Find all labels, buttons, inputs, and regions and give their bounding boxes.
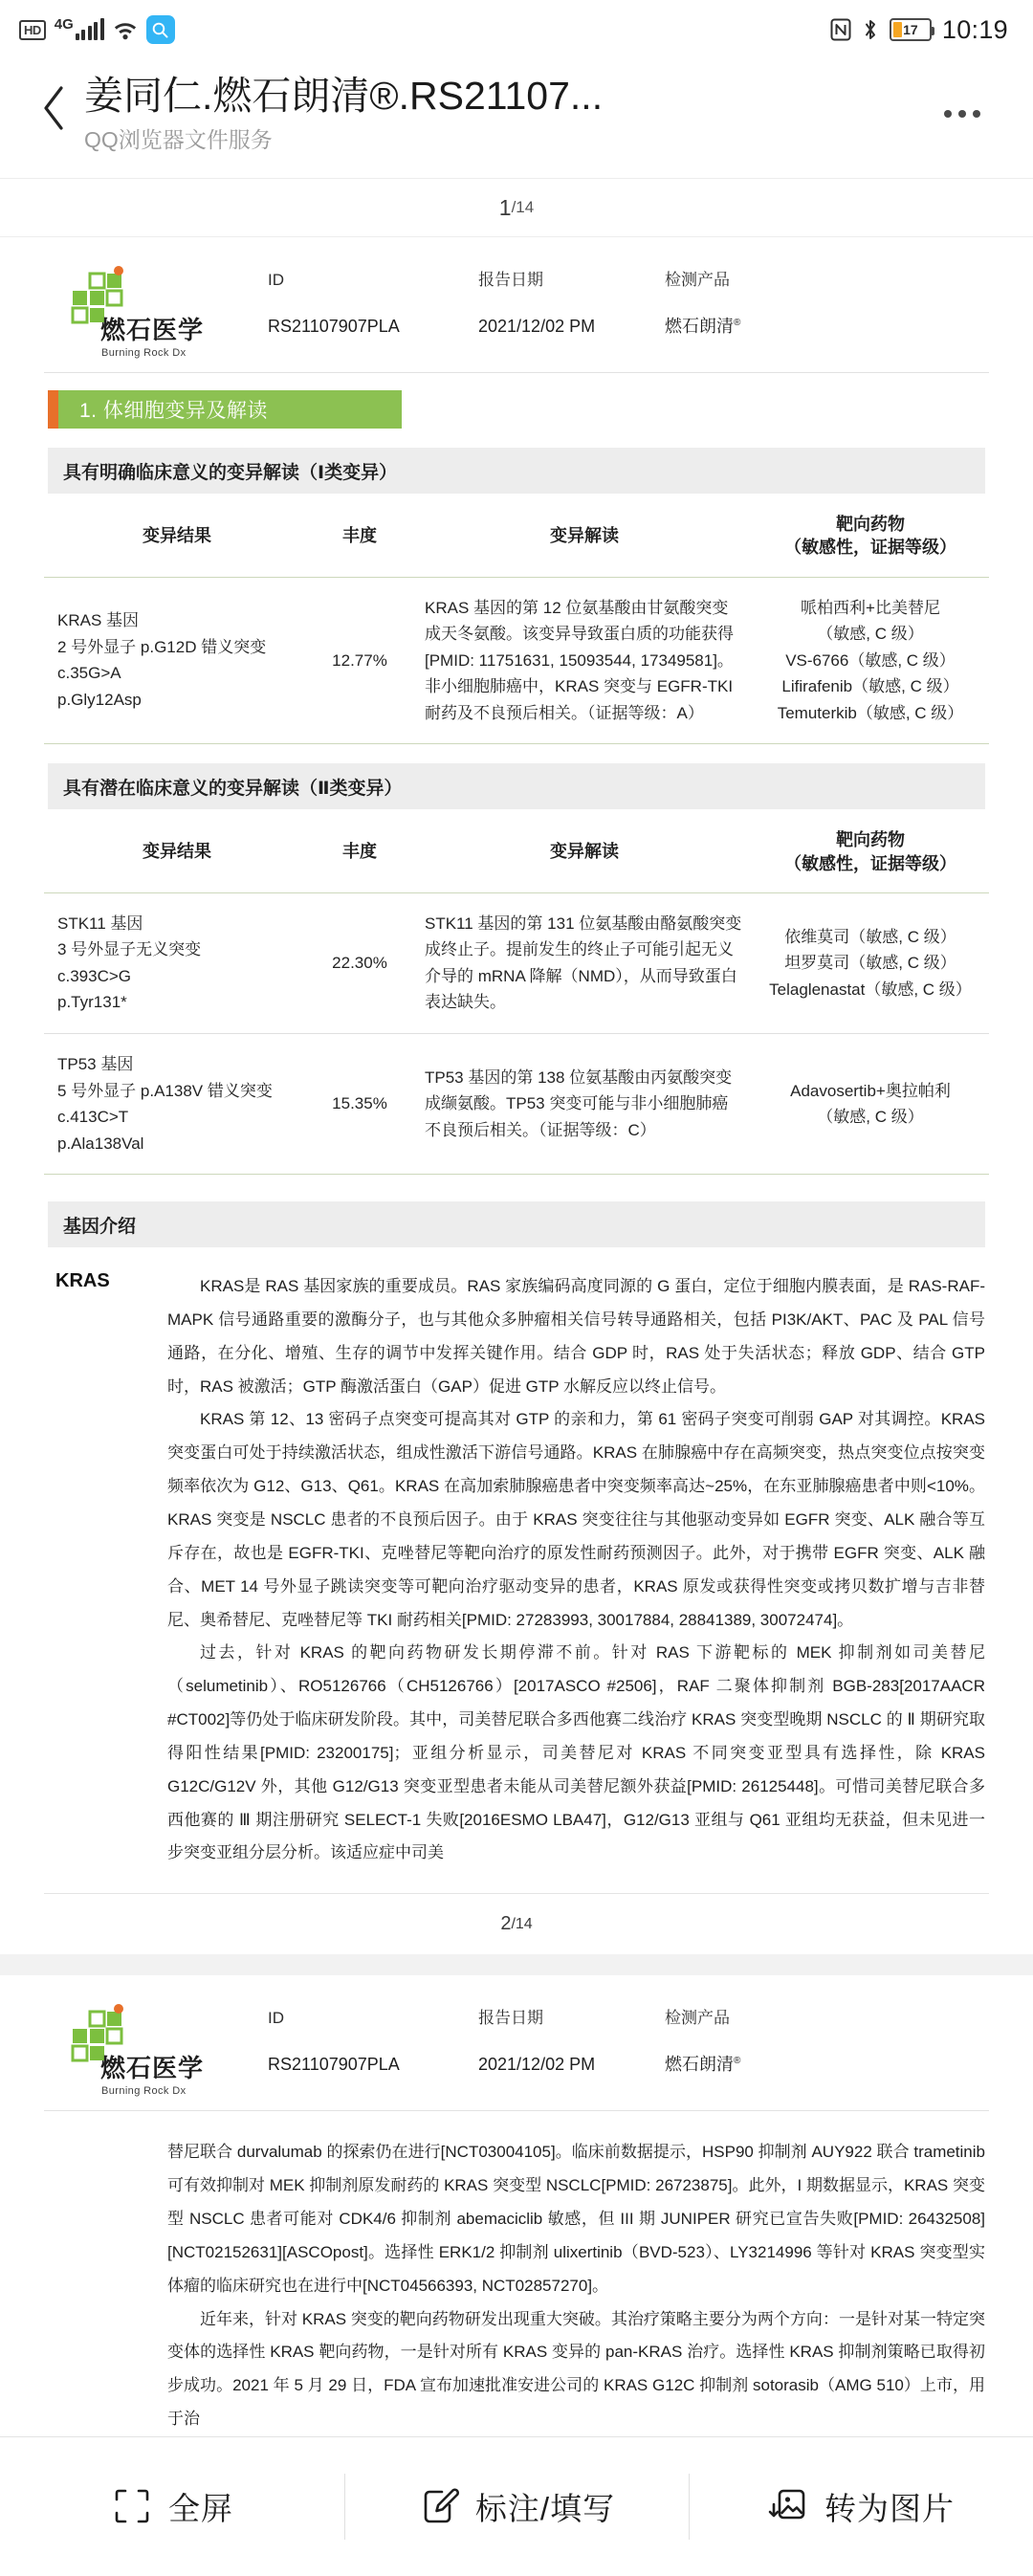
- drug-line: Lifirafenib（敏感, C 级）: [781, 677, 959, 696]
- table-row: [44, 892, 989, 1033]
- drug-line: 哌柏西利+比美替尼: [801, 598, 940, 617]
- variant-exon: 3 号外显子无义突变: [57, 940, 202, 959]
- convert-to-image-label: 转为图片: [824, 2490, 955, 2526]
- table-row: [44, 1033, 989, 1174]
- back-button[interactable]: [23, 73, 84, 143]
- more-options-button[interactable]: [924, 73, 1000, 143]
- battery-icon: [890, 18, 932, 41]
- table-header-row: [44, 494, 989, 577]
- variant-cdna: c.393C>G: [57, 966, 132, 985]
- report-meta: [268, 262, 985, 338]
- annotate-label: 标注/填写: [474, 2490, 616, 2526]
- bottom-toolbar: [0, 2436, 1033, 2576]
- cell-frequency: 12.77%: [302, 577, 417, 744]
- cell-variant-result: [44, 892, 302, 1033]
- search-icon[interactable]: [146, 15, 175, 44]
- variant-exon: 2 号外显子 p.G12D 错义突变: [57, 637, 267, 656]
- cell-drugs: [752, 1033, 989, 1174]
- variant-exon: 5 号外显子 p.A138V 错义突变: [57, 1081, 273, 1100]
- cell-variant-result: [44, 577, 302, 744]
- registered-mark: ®: [734, 2056, 741, 2067]
- paragraph: KRAS 第 12、13 密码子点突变可提高其对 GTP 的亲和力，第 61 密码子突变可削弱 GAP 对其调控。KRAS 突变蛋白可处于持续激活状态，组成性激活下游信号通路。KRAS 在肺腺癌中存在高频突变，热点突变位点按突变频率依次为 G12、G13、Q61。KRAS 在高加索肺腺癌患者中突变频率高达~25%，在东亚肺腺癌患者中则<10%。KRAS 突变是 NSCLC 患者的不良预后因子。由于 KRAS 突变往往与其他驱动变异如 EGFR 突变、ALK 融合等互斥存在，故也是 EGFR-TKI、克唑替尼等靶向治疗的原发性耐药预测因子。此外，对于携带 EGFR 突变、ALK 融合、MET 14 号外显子跳读突变等可靶向治疗驱动变异的患者，KRAS 原发或获得性突变或拷贝数扩增与吉非替尼、奥希替尼、克唑替尼等 TKI 耐药相关[PMID: 27283993, 30017884, 28841389, 30072474]。: [167, 1410, 985, 1629]
- meta-value-text: 燃石朗清: [665, 2055, 734, 2075]
- cell-interpretation: KRAS 基因的第 12 位氨基酸由甘氨酸突变成天冬氨酸。该变异导致蛋白质的功能获得[PMID: 11751631, 15093544, 17349581]。非小细胞肺癌中，KRAS 突变与 EGFR-TKI 耐药及不良预后相关。（证据等级：A）: [417, 577, 752, 744]
- document-page-2: [0, 1975, 1033, 2436]
- cell-drugs: [752, 892, 989, 1033]
- signal-strength-bars: [76, 19, 104, 40]
- variant-protein: p.Gly12Asp: [57, 690, 142, 709]
- nfc-icon: [830, 18, 851, 41]
- variant-protein: p.Ala138Val: [57, 1134, 144, 1153]
- column-header-interpretation: 变异解读: [417, 494, 752, 577]
- drug-line: VS-6766（敏感, C 级）: [785, 650, 956, 670]
- signal-bars-icon: [54, 16, 104, 40]
- convert-to-image-icon: [767, 2485, 809, 2527]
- fullscreen-icon: [111, 2485, 153, 2527]
- page-footer-total: 14: [515, 1915, 533, 1932]
- network-type-label: 4G: [54, 16, 74, 33]
- convert-to-image-button[interactable]: [689, 2437, 1033, 2576]
- cell-drugs: [752, 577, 989, 744]
- table2-caption: 具有潜在临床意义的变异解读（Ⅱ类变异）: [48, 763, 985, 809]
- meta-field-date: [478, 270, 665, 338]
- meta-field-product: [665, 2008, 856, 2076]
- cell-interpretation: TP53 基因的第 138 位氨基酸由丙氨酸突变成缬氨酸。TP53 突变可能与非小细胞肺癌不良预后相关。（证据等级：C）: [417, 1033, 752, 1174]
- drug-line: （敏感, C 级）: [817, 1108, 924, 1127]
- page-indicator: [0, 178, 1033, 237]
- variant-table-class-1: [44, 494, 989, 744]
- meta-value: RS21107907PLA: [268, 2055, 400, 2075]
- report-meta: [268, 2000, 985, 2076]
- brand-logo: [48, 2000, 268, 2097]
- bluetooth-icon: [862, 18, 879, 41]
- brand-name-cn: 燃石医学: [100, 2054, 205, 2083]
- column-header-drugs-main: 靶向药物: [836, 830, 905, 850]
- column-header-drugs: [752, 494, 989, 577]
- document-viewport[interactable]: [0, 237, 1033, 2436]
- table1-caption: 具有明确临床意义的变异解读（Ⅰ类变异）: [48, 448, 985, 494]
- variant-cdna: c.35G>A: [57, 664, 121, 683]
- report-header: [44, 237, 989, 373]
- gene-name-label: KRAS: [55, 1270, 110, 1292]
- wifi-icon: [113, 19, 138, 40]
- page-title: 姜同仁.燃石朗清®.RS21107...: [84, 74, 604, 118]
- meta-label: 检测产品: [665, 271, 730, 289]
- meta-label: 报告日期: [478, 271, 543, 289]
- annotate-button[interactable]: [344, 2437, 689, 2576]
- brand-logo: [48, 262, 268, 359]
- column-header-interpretation: 变异解读: [417, 809, 752, 892]
- gene-intro-body: [44, 1247, 989, 1880]
- meta-value: 2021/12/02 PM: [478, 2055, 596, 2075]
- paragraph: 过去，针对 KRAS 的靶向药物研发长期停滞不前。针对 RAS 下游靶标的 MEK 抑制剂如司美替尼（selumetinib）、RO5126766（CH5126766）[2017ASCO #2506]，RAF 二聚体抑制剂 BGB-283[2017AACR #CT002]等仍处于临床研发阶段。其中，司美替尼联合多西他赛二线治疗 KRAS 突变型晚期 NSCLC 的 Ⅱ 期研究取得阳性结果[PMID: 23200175]；亚组分析显示，司美替尼对 KRAS 不同突变亚型具有选择性，除 KRAS G12C/G12V 外，其他 G12/G13 突变亚型患者未能从司美替尼额外获益[PMID: 26125448]。可惜司美替尼联合多西他赛的 Ⅲ 期注册研究 SELECT-1 失败[2016ESMO LBA47]，G12/G13 亚组与 Q61 亚组均无获益，但未见进一步突变亚组分层分析。该适应症中司美: [167, 1643, 985, 1862]
- table-row: [44, 577, 989, 744]
- drug-line: 依维莫司（敏感, C 级）: [784, 927, 956, 946]
- app-header: [0, 59, 1033, 178]
- cell-frequency: 15.35%: [302, 1033, 417, 1174]
- meta-label: 检测产品: [665, 2009, 730, 2028]
- hd-badge-icon: HD: [19, 20, 46, 40]
- more-horizontal-icon: [944, 110, 952, 118]
- variant-gene: TP53 基因: [57, 1054, 134, 1073]
- status-bar-clock: 10:19: [941, 14, 1008, 44]
- page-separator: [0, 1954, 1033, 1975]
- page2-paragraphs: [44, 2111, 989, 2436]
- variant-table-class-2: [44, 809, 989, 1175]
- meta-label: ID: [268, 2009, 284, 2028]
- meta-field-date: [478, 2008, 665, 2076]
- page-indicator-current: 1: [498, 194, 512, 220]
- cell-variant-result: [44, 1033, 302, 1174]
- page-footer-current: 2: [500, 1913, 512, 1935]
- meta-value: [665, 316, 856, 338]
- cell-interpretation: STK11 基因的第 131 位氨基酸由酪氨酸突变成终止子。提前发生的终止子可能引起无义介导的 mRNA 降解（NMD），从而导致蛋白表达缺失。: [417, 892, 752, 1033]
- drug-line: Adavosertib+奥拉帕利: [790, 1081, 951, 1100]
- paragraph: 替尼联合 durvalumab 的探索仍在进行[NCT03004105]。临床前数据提示，HSP90 抑制剂 AUY922 联合 trametinib 可有效抑制对 MEK 抑制剂原发耐药的 KRAS 突变型 NSCLC[PMID: 26723875]。此外，I 期数据显示，KRAS 突变型 NSCLC 患者可能对 CDK4/6 抑制剂 abemaciclib 敏感，但 III 期 JUNIPER 研究已宣告失败[PMID: 26432508][NCT02152631][ASCOpost]。选择性 ERK1/2 抑制剂 ulixertinib（BVD-523）、LY3214996 等针对 KRAS 突变型实体瘤的临床研究也在进行中[NCT04566393, NCT02857270]。: [167, 2143, 985, 2295]
- page-indicator-total: 14: [516, 198, 535, 216]
- gene-intro-paragraphs: [167, 1270, 985, 1870]
- section-banner-tab: [48, 390, 58, 429]
- column-header-drugs: [752, 809, 989, 892]
- brand-name-cn: 燃石医学: [100, 316, 205, 344]
- meta-field-product: [665, 270, 856, 338]
- variant-gene: KRAS 基因: [57, 611, 140, 630]
- meta-value-text: 燃石朗清: [665, 317, 734, 337]
- page-subtitle: QQ浏览器文件服务: [84, 126, 273, 152]
- header-titles: [84, 73, 924, 154]
- column-header-drugs-sub: （敏感性，证据等级）: [784, 538, 956, 558]
- drug-line: 坦罗莫司（敏感, C 级）: [784, 954, 956, 973]
- variant-gene: STK11 基因: [57, 914, 143, 933]
- drug-line: Temuterkib（敏感, C 级）: [777, 703, 964, 722]
- page-indicator-separator: /: [511, 198, 516, 216]
- column-header-result: 变异结果: [44, 809, 302, 892]
- document-page-1: [0, 237, 1033, 1954]
- meta-field-id: [268, 270, 478, 338]
- fullscreen-button[interactable]: [0, 2437, 344, 2576]
- section-banner-label: 1. 体细胞变异及解读: [58, 390, 402, 429]
- meta-field-id: [268, 2008, 478, 2076]
- fullscreen-label: 全屏: [168, 2490, 233, 2526]
- meta-value: 2021/12/02 PM: [478, 317, 596, 337]
- meta-label: ID: [268, 271, 284, 289]
- meta-value: [665, 2054, 856, 2076]
- status-bar-right: [830, 15, 1008, 45]
- column-header-frequency: 丰度: [302, 494, 417, 577]
- brand-name-en: Burning Rock Dx: [101, 2085, 187, 2098]
- paragraph: KRAS是 RAS 基因家族的重要成员。RAS 家族编码高度同源的 G 蛋白，定位于细胞内膜表面，是 RAS-RAF-MAPK 信号通路重要的激酶分子，也与其他众多肿瘤相关信号转导通路相关，包括 PI3K/AKT、PAC 及 PAL 信号通路，在分化、增殖、生存的调节中发挥关键作用。结合 GDP 时，RAS 处于失活状态；释放 GDP、结合 GTP 时，RAS 被激活；GTP 酶激活蛋白（GAP）促进 GTP 水解反应以终止信号。: [167, 1277, 985, 1396]
- report-header: [44, 1975, 989, 2111]
- section-banner: [48, 390, 402, 429]
- column-header-drugs-main: 靶向药物: [836, 515, 905, 534]
- chevron-left-icon: [40, 85, 67, 131]
- drug-line: （敏感, C 级）: [817, 625, 924, 644]
- drug-line: Telaglenastat（敏感, C 级）: [769, 980, 972, 999]
- meta-value: RS21107907PLA: [268, 317, 400, 337]
- variant-cdna: c.413C>T: [57, 1108, 129, 1127]
- column-header-frequency: 丰度: [302, 809, 417, 892]
- registered-mark: ®: [734, 318, 741, 329]
- status-bar: [0, 0, 1033, 59]
- cell-frequency: 22.30%: [302, 892, 417, 1033]
- paragraph: 近年来，针对 KRAS 突变的靶向药物研发出现重大突破。其治疗策略主要分为两个方向：一是针对某一特定突变体的选择性 KRAS 靶向药物，一是针对所有 KRAS 变异的 pan-KRAS 治疗。选择性 KRAS 抑制剂策略已取得初步成功。2021 年 5 月 29 日，FDA 宣布加速批准安进公司的 KRAS G12C 抑制剂 sotorasib（AMG 510）上市，用于治: [167, 2309, 985, 2429]
- page-footer-separator: /: [511, 1915, 516, 1932]
- meta-label: 报告日期: [478, 2009, 543, 2028]
- brand-name-en: Burning Rock Dx: [101, 347, 187, 359]
- battery-level-label: 17: [903, 22, 918, 37]
- variant-protein: p.Tyr131*: [57, 993, 127, 1012]
- column-header-drugs-sub: （敏感性，证据等级）: [784, 853, 956, 873]
- table-header-row: [44, 809, 989, 892]
- gene-intro-caption: 基因介绍: [48, 1201, 985, 1247]
- page-footer: [44, 1893, 989, 1954]
- column-header-result: 变异结果: [44, 494, 302, 577]
- annotate-icon: [418, 2485, 460, 2527]
- status-bar-left: [19, 15, 175, 44]
